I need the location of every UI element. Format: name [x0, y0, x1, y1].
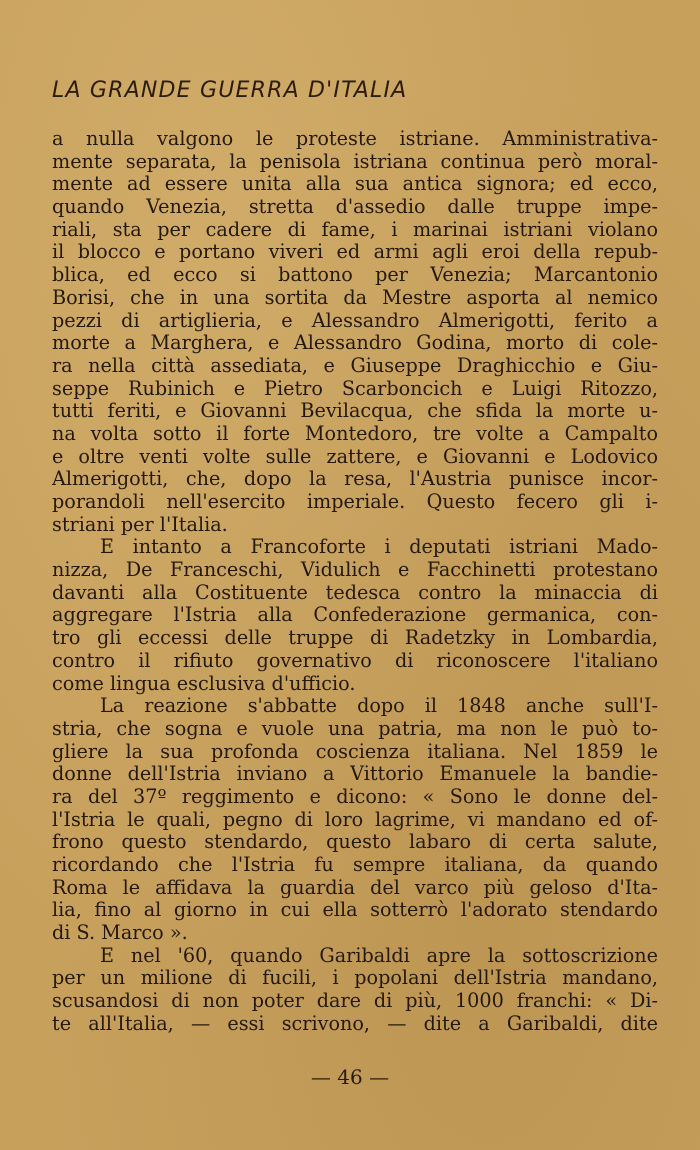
text-line: di S. Marco ». — [52, 922, 188, 945]
text-line: ricordando che l'Istria fu sempre italiana, da quando — [52, 854, 658, 876]
page-number: — 46 — — [310, 1065, 390, 1089]
text-line: tutti feriti, e Giovanni Bevilacqua, che sfida la morte u- — [52, 400, 658, 423]
text-line: lia, fino al giorno in cui ella sotterrò l'adorato stendardo — [52, 899, 658, 922]
text-line: il blocco e portano viveri ed armi agli eroi della repub- — [52, 241, 658, 264]
text-line: e oltre venti volte sulle zattere, e Giovanni e Lodovico — [52, 445, 658, 468]
text-line: scusandosi di non poter dare di più, 1000 franchi: « Di- — [52, 990, 658, 1013]
text-line: ra del 37º reggimento e dicono: « Sono le donne del- — [52, 785, 658, 808]
running-title: LA GRANDE GUERRA D'ITALIA — [52, 78, 408, 103]
text-line: tro gli eccessi delle truppe di Radetzky in Lombardia, — [52, 627, 658, 650]
text-line: quando Venezia, stretta d'assedio dalle truppe impe- — [52, 196, 658, 219]
text-line: E intanto a Francoforte i deputati istriani Mado- — [100, 536, 658, 559]
text-line: contro il rifiuto governativo di riconoscere l'italiano — [52, 649, 658, 672]
text-line: E nel '60, quando Garibaldi apre la sottoscrizione — [100, 944, 658, 967]
text-line: come lingua esclusiva d'ufficio. — [52, 672, 356, 695]
text-line: striani per l'Italia. — [52, 513, 228, 536]
text-line: a nulla valgono le proteste istriane. Amministrativa- — [52, 128, 658, 150]
text-line: Roma le affidava la guardia del varco più geloso d'Ita- — [52, 876, 658, 899]
text-line: aggregare l'Istria alla Confederazione germanica, con- — [52, 604, 658, 627]
text-line: l'Istria le quali, pegno di loro lagrime, vi mandano ed of- — [52, 808, 658, 831]
text-line: donne dell'Istria inviano a Vittorio Emanuele la bandie- — [52, 763, 658, 786]
text-line: riali, sta per cadere di fame, i marinai istriani violano — [52, 218, 658, 241]
text-line: gliere la sua profonda coscienza italiana. Nel 1859 le — [52, 740, 658, 763]
text-line: te all'Italia, — essi scrivono, — dite a Garibaldi, dite — [52, 1012, 658, 1035]
text-line: davanti alla Costituente tedesca contro la minaccia di — [52, 581, 658, 604]
text-line: mente separata, la penisola istriana continua però moral- — [52, 150, 658, 173]
text-line: La reazione s'abbatte dopo il 1848 anche sull'I- — [100, 695, 658, 718]
text-line: morte a Marghera, e Alessandro Godina, morto di cole- — [52, 332, 658, 355]
text-line: nizza, De Franceschi, Vidulich e Facchinetti protestano — [52, 559, 658, 582]
text-line: per un milione di fucili, i popolani dell'Istria mandano, — [52, 967, 658, 990]
text-line: pezzi di artiglieria, e Alessandro Almerigotti, ferito a — [52, 309, 658, 332]
text-line: mente ad essere unita alla sua antica signora; ed ecco, — [52, 173, 658, 196]
text-line: frono questo stendardo, questo labaro di certa salute, — [52, 831, 658, 854]
text-line: ra nella città assediata, e Giuseppe Draghicchio e Giu- — [52, 354, 658, 377]
text-line: blica, ed ecco si battono per Venezia; Marcantonio — [52, 264, 658, 287]
text-line: Almerigotti, che, dopo la resa, l'Austria punisce incor- — [52, 468, 658, 491]
body-text — [52, 128, 658, 1036]
text-line: porandoli nell'esercito imperiale. Questo fecero gli i- — [52, 491, 658, 513]
text-line: na volta sotto il forte Montedoro, tre volte a Campalto — [52, 422, 658, 445]
text-line: seppe Rubinich e Pietro Scarboncich e Luigi Ritozzo, — [52, 377, 658, 400]
text-line: stria, che sogna e vuole una patria, ma non le può to- — [52, 717, 658, 740]
text-line: Borisi, che in una sortita da Mestre asporta al nemico — [52, 286, 658, 309]
